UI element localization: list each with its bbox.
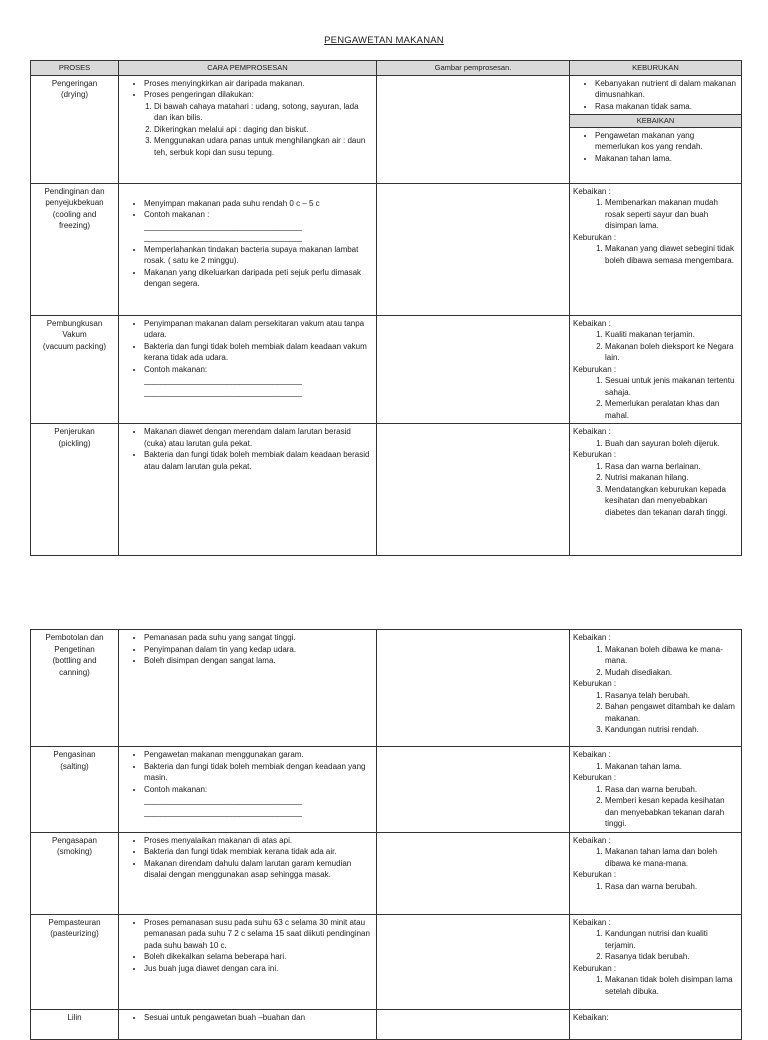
list-item: 1. Makanan yang diawet sebegini tidak boleh dibawa semasa mengembara.	[605, 243, 738, 266]
list-item: 1. Makanan tidak boleh disimpan lama setelah dibuka.	[605, 974, 738, 997]
process-label: penyejukbekuan	[45, 198, 104, 207]
list-item: 2. Dikeringkan melalui api : daging dan biskut.	[154, 124, 373, 136]
header-cara: CARA PEMPROSESAN	[119, 61, 377, 76]
kebaikan-label: Kebaikan :	[573, 917, 611, 927]
process-label: Pengasinan	[53, 750, 96, 759]
process-name	[31, 75, 119, 183]
list-item: • Contoh makanan: ______________________________________ ______________________________________	[144, 784, 373, 819]
process-label: Penjerukan	[54, 427, 95, 436]
process-method	[119, 315, 377, 424]
process-image-cell	[377, 75, 570, 183]
list-item: 1. Makanan tahan lama dan boleh dibawa ke mana-mana.	[605, 846, 738, 869]
process-sublabel: (vacuum packing)	[42, 341, 107, 351]
blank-line: ______________________________________	[144, 221, 302, 231]
process-sublabel: freezing)	[58, 221, 91, 230]
process-image-cell	[377, 630, 570, 747]
blank-line: ______________________________________	[144, 387, 302, 397]
list-item: • Makanan direndam dahulu dalam larutan garam kemudian disalai dengan menggunakan asap sehingga masak.	[144, 858, 373, 881]
list-item: 1. Rasa dan warna berubah.	[605, 881, 738, 893]
keburukan-label: Keburukan :	[573, 450, 617, 459]
list-item: 1. Buah dan sayuran boleh dijeruk.	[605, 438, 738, 450]
table-header-row	[31, 61, 742, 76]
table-row	[31, 630, 742, 747]
list-item: • Menyimpan makanan pada suhu rendah 0 c – 5 c	[144, 198, 373, 210]
process-method	[119, 183, 377, 315]
process-image-cell	[377, 832, 570, 914]
table-row	[31, 75, 742, 183]
process-sublabel: canning)	[59, 667, 90, 677]
preservation-table-2	[30, 629, 742, 1040]
kebaikan-label: Kebaikan :	[573, 318, 611, 328]
list-item: 1. Sesuai untuk jenis makanan tertentu sahaja.	[605, 375, 738, 398]
process-label: Pempasteuran	[48, 917, 101, 927]
process-evaluation	[570, 75, 742, 183]
list-item: 2. Mudah disediakan.	[605, 667, 738, 679]
process-method	[119, 747, 377, 833]
process-name	[31, 315, 119, 424]
process-sublabel: (drying)	[60, 90, 89, 99]
process-sublabel: (cooling and	[52, 209, 97, 219]
process-name	[31, 183, 119, 315]
process-label: Vakum	[62, 330, 87, 339]
process-label: Pembungkusan	[46, 318, 103, 328]
process-evaluation	[570, 424, 742, 556]
process-evaluation	[570, 832, 742, 914]
process-method	[119, 75, 377, 183]
list-item: • Proses menyingkirkan air daripada makanan.	[144, 78, 373, 90]
list-item: 2. Rasanya tidak berubah.	[605, 951, 738, 963]
list-item: 1. Rasanya telah berubah.	[605, 690, 738, 702]
process-sublabel: (smoking)	[56, 847, 93, 856]
keburukan-label: Keburukan :	[573, 870, 617, 879]
blank-line: ______________________________________	[144, 796, 302, 805]
process-sublabel: (pickling)	[58, 438, 91, 448]
list-item: • Bakteria dan fungi tidak boleh membiak dalam keadaan berasid atau dalam larutan gula pekat.	[144, 449, 373, 472]
keburukan-label: Keburukan :	[573, 679, 617, 688]
process-name	[31, 630, 119, 747]
list-item: • Makanan yang dikeluarkan daripada peti sejuk perlu dimasak dengan segera.	[144, 267, 373, 290]
list-item: 3. Kandungan nutrisi rendah.	[605, 724, 738, 736]
process-method	[119, 630, 377, 747]
process-label: Pendinginan dan	[44, 186, 105, 196]
table-row	[31, 747, 742, 833]
list-item: • Makanan diawet dengan merendam dalam larutan berasid (cuka) atau larutan gula pekat.	[144, 426, 373, 449]
process-image-cell	[377, 747, 570, 833]
preservation-table-1	[30, 60, 742, 556]
list-item: 3. Menggunakan udara panas untuk menghilangkan air : daun teh, serbuk kopi dan susu tepung.	[154, 135, 373, 158]
process-sublabel: (bottling and	[52, 656, 97, 665]
list-item: 2. Makanan boleh dieksport ke Negara lain.	[605, 341, 738, 364]
process-image-cell	[377, 914, 570, 1009]
keburukan-label: Keburukan :	[573, 364, 617, 374]
kebaikan-label: Kebaikan :	[573, 427, 611, 436]
process-method	[119, 914, 377, 1009]
process-evaluation	[570, 747, 742, 833]
list-item: • Makanan tahan lama.	[595, 153, 738, 165]
list-item: • Memperlahankan tindakan bacteria supaya makanan lambat rosak. ( satu ke 2 minggu).	[144, 244, 373, 267]
list-item: 2. Bahan pengawet ditambah ke dalam makanan.	[605, 701, 738, 724]
process-name	[31, 832, 119, 914]
list-item: 2. Nutrisi makanan hilang.	[605, 472, 738, 484]
list-item: 3. Mendatangkan keburukan kepada kesihatan dan menyebabkan diabetes dan tekanan darah tinggi.	[605, 484, 738, 519]
process-label: Lilin	[67, 1012, 82, 1022]
keburukan-label: Keburukan :	[573, 232, 617, 242]
list-item: • Contoh makanan: ______________________________________ ______________________________________	[144, 364, 373, 399]
table-row	[31, 832, 742, 914]
kebaikan-label: Kebaikan:	[573, 1012, 609, 1022]
process-name	[31, 424, 119, 556]
list-item: 1. Makanan boleh dibawa ke mana-mana.	[605, 644, 738, 667]
table-row	[31, 1009, 742, 1039]
kebaikan-label: Kebaikan :	[573, 835, 611, 845]
process-method	[119, 832, 377, 914]
kebaikan-subheader: KEBAIKAN	[570, 114, 741, 128]
list-item: • Kebanyakan nutrient di dalam makanan dimusnahkan.	[595, 78, 738, 101]
list-item: 1. Makanan tahan lama.	[605, 761, 738, 773]
process-evaluation	[570, 1009, 742, 1039]
process-label: Pengasapan	[52, 835, 97, 845]
process-evaluation	[570, 183, 742, 315]
list-item: • Bakteria dan fungi tidak boleh membiak dengan keadaan yang masin.	[144, 761, 373, 784]
list-item: • Proses pengeringan dilakukan:	[144, 89, 373, 101]
kebaikan-label: Kebaikan :	[573, 633, 611, 642]
list-item: • Proses pemanasan susu pada suhu 63 c selama 30 minit atau pemanasan pada suhu 7 2 c selama 15 saat diikuti pendinginan pada suhu bawah 10 c.	[144, 917, 373, 952]
list-item: • Rasa makanan tidak sama.	[595, 101, 738, 113]
list-item: • Pemanasan pada suhu yang sangat tinggi.	[144, 632, 373, 644]
list-item: 1. Rasa dan warna berubah.	[605, 784, 738, 796]
process-method	[119, 1009, 377, 1039]
process-label: Pembotolan dan	[45, 633, 104, 642]
process-evaluation	[570, 914, 742, 1009]
list-item: • Pengawetan makanan menggunakan garam.	[144, 749, 373, 761]
list-item: 2. Memerlukan peralatan khas dan mahal.	[605, 398, 738, 421]
kebaikan-label: Kebaikan :	[573, 750, 611, 759]
list-item: • Contoh makanan : ______________________________________ ______________________________________	[144, 209, 373, 244]
list-item: • Bakteria dan fungi tidak boleh membiak dalam keadaan vakum kerana tidak ada udara.	[144, 341, 373, 364]
header-proses: PROSES	[31, 61, 119, 76]
list-item: 1. Di bawah cahaya matahari : udang, sotong, sayuran, lada dan ikan bilis.	[154, 101, 373, 124]
blank-line: ______________________________________	[144, 233, 302, 242]
process-image-cell	[377, 183, 570, 315]
header-keburukan: KEBURUKAN	[570, 61, 742, 76]
list-item: 1. Kualiti makanan terjamin.	[605, 329, 738, 341]
keburukan-label: Keburukan :	[573, 963, 617, 973]
process-name	[31, 914, 119, 1009]
list-item: 1. Kandungan nutrisi dan kualiti terjamin.	[605, 928, 738, 951]
process-sublabel: (pasteurizing)	[50, 929, 99, 938]
keburukan-label: Keburukan :	[573, 773, 617, 782]
table-row	[31, 914, 742, 1009]
list-item: • Proses menyalaikan makanan di atas api.	[144, 835, 373, 847]
table-row	[31, 424, 742, 556]
kebaikan-label: Kebaikan :	[573, 186, 611, 196]
process-label: Pengetinan	[54, 644, 95, 654]
list-item: • Jus buah juga diawet dengan cara ini.	[144, 963, 373, 975]
list-item: • Penyimpanan makanan dalam persekitaran vakum atau tanpa udara.	[144, 318, 373, 341]
list-item: • Penyimpanan dalam tin yang kedap udara.	[144, 644, 373, 656]
process-name	[31, 1009, 119, 1039]
table-row	[31, 183, 742, 315]
list-item: • Bakteria dan fungi tidak membiak kerana tidak ada air.	[144, 846, 373, 858]
blank-line: ______________________________________	[144, 807, 302, 817]
table-row	[31, 315, 742, 424]
list-item: • Pengawetan makanan yang memerlukan kos yang rendah.	[595, 130, 738, 153]
process-method	[119, 424, 377, 556]
process-name	[31, 747, 119, 833]
list-item: 2. Memberi kesan kepada kesihatan dan menyebabkan tekanan darah tinggi.	[605, 795, 738, 830]
process-image-cell	[377, 315, 570, 424]
header-gambar: Gambar pemprosesan.	[377, 61, 570, 76]
process-label: Pengeringan	[51, 78, 98, 88]
process-evaluation	[570, 315, 742, 424]
process-sublabel: (salting)	[60, 761, 89, 771]
list-item: 1. Rasa dan warna berlainan.	[605, 461, 738, 473]
list-item: 1. Membenarkan makanan mudah rosak seperti sayur dan buah disimpan lama.	[605, 197, 738, 232]
blank-line: ______________________________________	[144, 376, 302, 385]
process-image-cell	[377, 424, 570, 556]
list-item: • Sesuai untuk pengawetan buah –buahan dan	[144, 1012, 373, 1024]
list-item: • Boleh disimpan dengan sangat lama.	[144, 655, 373, 667]
process-image-cell	[377, 1009, 570, 1039]
process-evaluation	[570, 630, 742, 747]
page-title: PENGAWETAN MAKANAN	[324, 35, 444, 46]
list-item: • Boleh dikekalkan selama beberapa hari.	[144, 951, 373, 963]
